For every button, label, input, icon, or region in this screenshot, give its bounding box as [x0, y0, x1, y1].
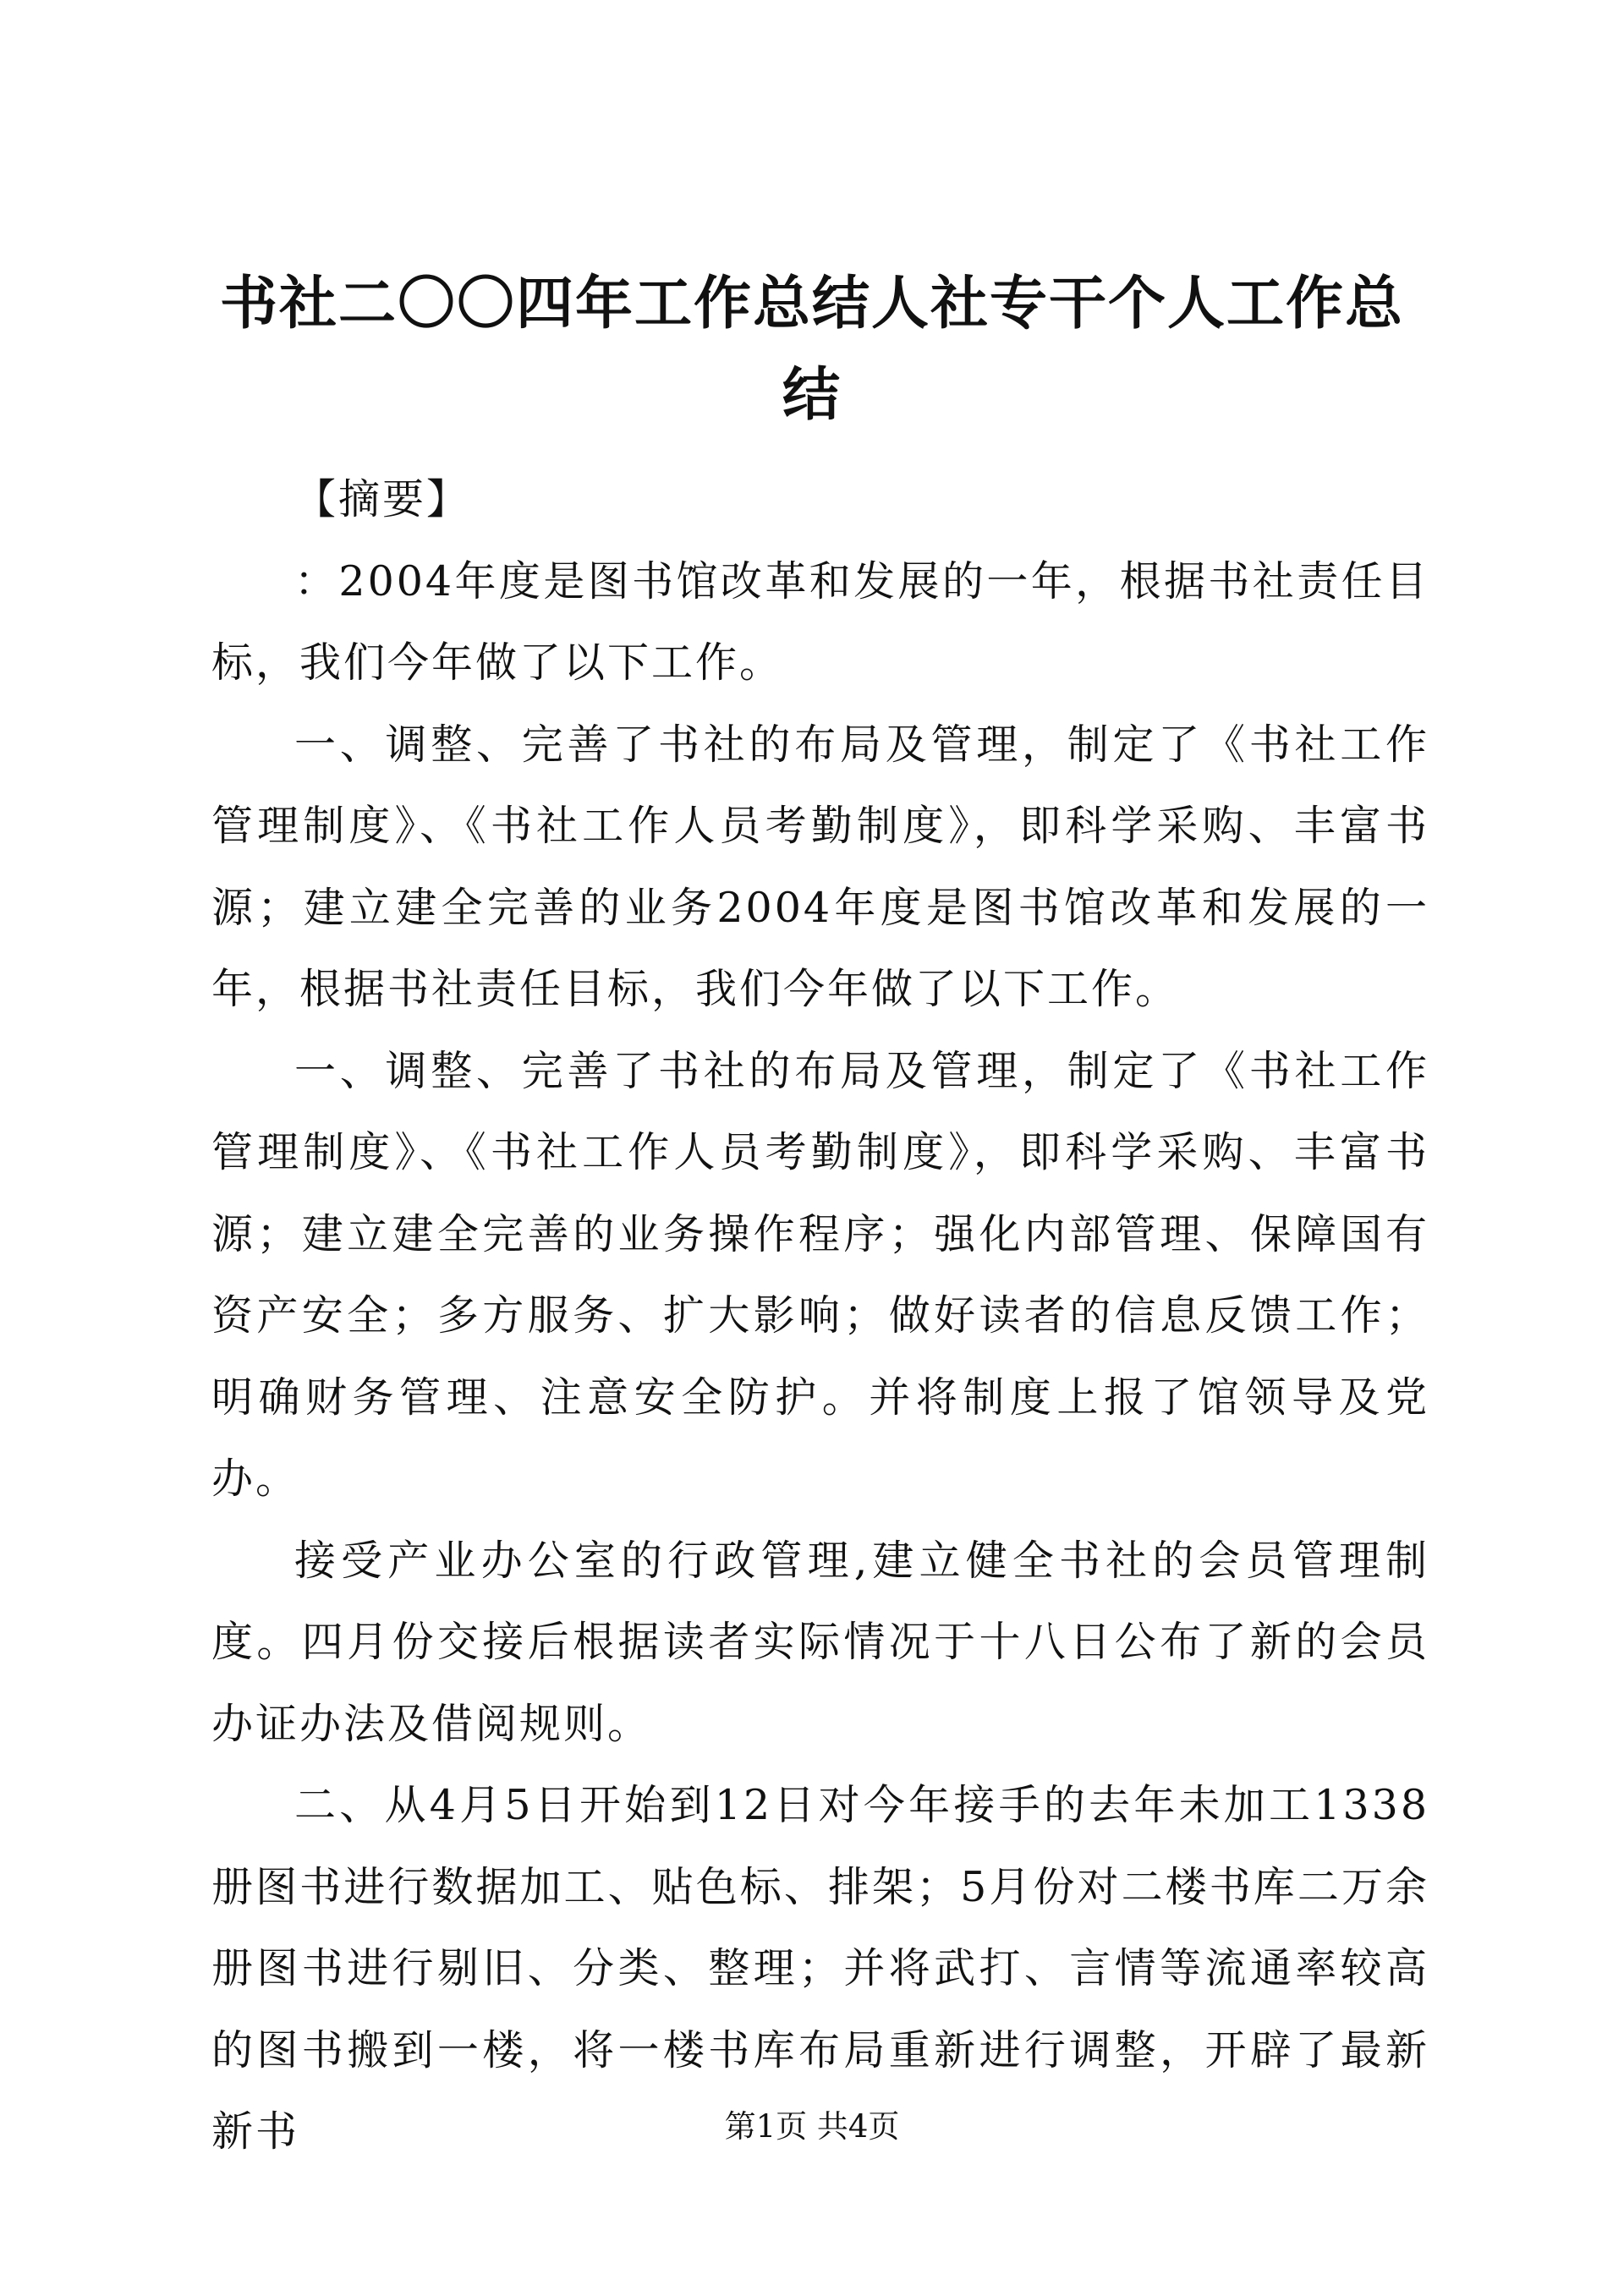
page-footer: 第1页 共4页 — [724, 2108, 900, 2145]
document-body — [211, 459, 1429, 2173]
abstract-heading: 【摘要】 — [294, 475, 471, 523]
paragraph-4: 接受产业办公室的行政管理,建立健全书社的会员管理制度。四月份交接后根据读者实际情况于十八日公布了新的会员办证办法及借阅规则。 — [211, 1536, 1429, 1748]
paragraph-3: 一、调整、完善了书社的布局及管理，制定了《书社工作管理制度》、《书社工作人员考勤制度》，即科学采购、丰富书源；建立建全完善的业务操作程序；强化内部管理、保障国有资产安全；多方服务、扩大影响；做好读者的信息反馈工作；明确财务管理、注意安全防护。并将制度上报了馆领导及党办。 — [211, 1046, 1429, 1503]
document-title: 书社二〇〇四年工作总结人社专干个人工作总结 — [219, 270, 1404, 429]
paragraph-5: 二、从4月5日开始到12日对今年接手的去年未加工1338册图书进行数据加工、贴色标、排架；5月份对二楼书库二万余册图书进行剔旧、分类、整理；并将武打、言情等流通率较高的图书搬到一楼，将一楼书库布局重新进行调整，开辟了最新新书 — [211, 1781, 1429, 2156]
paragraph-1: ：2004年度是图书馆改革和发展的一年，根据书社责任目标，我们今年做了以下工作。 — [211, 556, 1429, 687]
paragraph-2: 一、调整、完善了书社的布局及管理，制定了《书社工作管理制度》、《书社工作人员考勤制度》，即科学采购、丰富书源；建立建全完善的业务2004年度是图书馆改革和发展的一年，根据书社责任目标，我们今年做了以下工作。 — [211, 720, 1429, 1013]
